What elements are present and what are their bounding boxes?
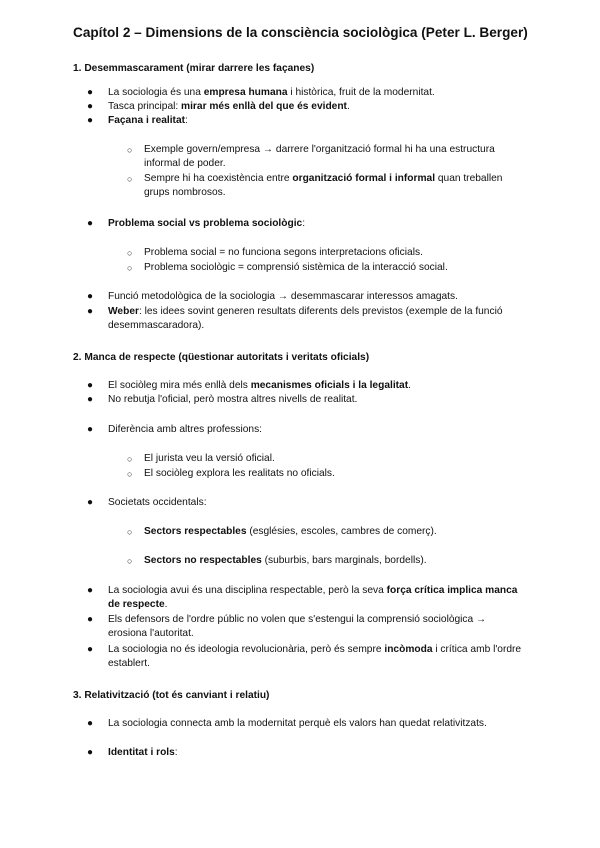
list-item: ● No rebutja l'oficial, però mostra altres nivells de realitat. <box>108 393 526 407</box>
list-item: ● Tasca principal: mirar més enllà del que és evident. <box>108 100 526 114</box>
bullet-icon: ● <box>87 614 94 625</box>
list-item: ● La sociologia no és ideologia revolucionària, però és sempre incòmoda i crítica amb l'ordre establert. <box>87 644 522 670</box>
list-item: ● Societats occidentals: <box>108 496 526 510</box>
list-item: ○ El sociòleg explora les realitats no oficials. <box>144 467 529 481</box>
circle-bullet-icon: ○ <box>127 454 133 464</box>
circle-bullet-icon: ○ <box>127 556 133 566</box>
bullet-icon: ● <box>87 306 94 317</box>
bullet-icon: ● <box>87 424 94 435</box>
section-heading-2: 2. Manca de respecte (qüestionar autoritats i veritats oficials) <box>73 352 370 363</box>
circle-bullet-icon: ○ <box>127 248 133 258</box>
circle-bullet-icon: ○ <box>127 174 133 184</box>
list-item: ● Identitat i rols: <box>108 746 526 760</box>
bullet-icon: ● <box>87 747 94 758</box>
bullet-icon: ● <box>87 115 94 126</box>
section-heading-3: 3. Relativització (tot és canviant i relatiu) <box>73 690 270 701</box>
section-heading-1: 1. Desemmascarament (mirar darrere les façanes) <box>73 63 315 74</box>
list-item: ● Façana i realitat: <box>108 114 526 128</box>
list-item: ● Els defensors de l'ordre públic no volen que s'estengui la comprensió sociològica → erosiona l'autoritat. <box>87 614 487 640</box>
bullet-icon: ● <box>87 718 94 729</box>
list-item: ○ El jurista veu la versió oficial. <box>144 452 529 466</box>
bullet-icon: ● <box>87 87 94 98</box>
list-item: ● Weber: les idees sovint generen resultats diferents dels previstos (exemple de la funció desemmascaradora). <box>87 306 503 332</box>
bullet-icon: ● <box>87 585 94 596</box>
list-item: ○ Sectors no respectables (suburbis, bars marginals, bordells). <box>144 554 529 568</box>
list-item: ○ Problema social = no funciona segons interpretacions oficials. <box>144 246 529 260</box>
bullet-icon: ● <box>87 101 94 112</box>
bullet-icon: ● <box>87 394 94 405</box>
circle-bullet-icon: ○ <box>127 527 133 537</box>
list-item: ● La sociologia connecta amb la modernitat perquè els valors han quedat relativitzats. <box>108 717 526 731</box>
page-title: Capítol 2 – Dimensions de la consciència sociològica (Peter L. Berger) <box>73 25 528 40</box>
circle-bullet-icon: ○ <box>127 469 133 479</box>
list-item: ● Funció metodològica de la sociologia → desemmascarar interessos amagats. <box>108 290 526 304</box>
list-item: ● La sociologia avui és una disciplina respectable, però la seva força crítica implica manca de respecte. <box>87 585 518 611</box>
bullet-icon: ● <box>87 380 94 391</box>
list-item: ○ Sempre hi ha coexistència entre organització formal i informal quan treballen grups nombrosos. <box>127 173 503 199</box>
bullet-icon: ● <box>87 218 94 229</box>
list-item: ○ Exemple govern/empresa → darrere l'organització formal hi ha una estructura informal de poder. <box>127 144 495 170</box>
bullet-icon: ● <box>87 644 94 655</box>
circle-bullet-icon: ○ <box>127 263 133 273</box>
bullet-icon: ● <box>87 497 94 508</box>
list-item: ● Diferència amb altres professions: <box>108 423 526 437</box>
circle-bullet-icon: ○ <box>127 145 133 155</box>
list-item: ● El sociòleg mira més enllà dels mecanismes oficials i la legalitat. <box>108 379 526 393</box>
list-item: ● La sociologia és una empresa humana i històrica, fruit de la modernitat. <box>108 86 526 100</box>
list-item: ○ Sectors respectables (esglésies, escoles, cambres de comerç). <box>144 525 529 539</box>
bullet-icon: ● <box>87 291 94 302</box>
list-item: ● Problema social vs problema sociològic: <box>108 217 526 231</box>
list-item: ○ Problema sociològic = comprensió sistèmica de la interacció social. <box>144 261 529 275</box>
